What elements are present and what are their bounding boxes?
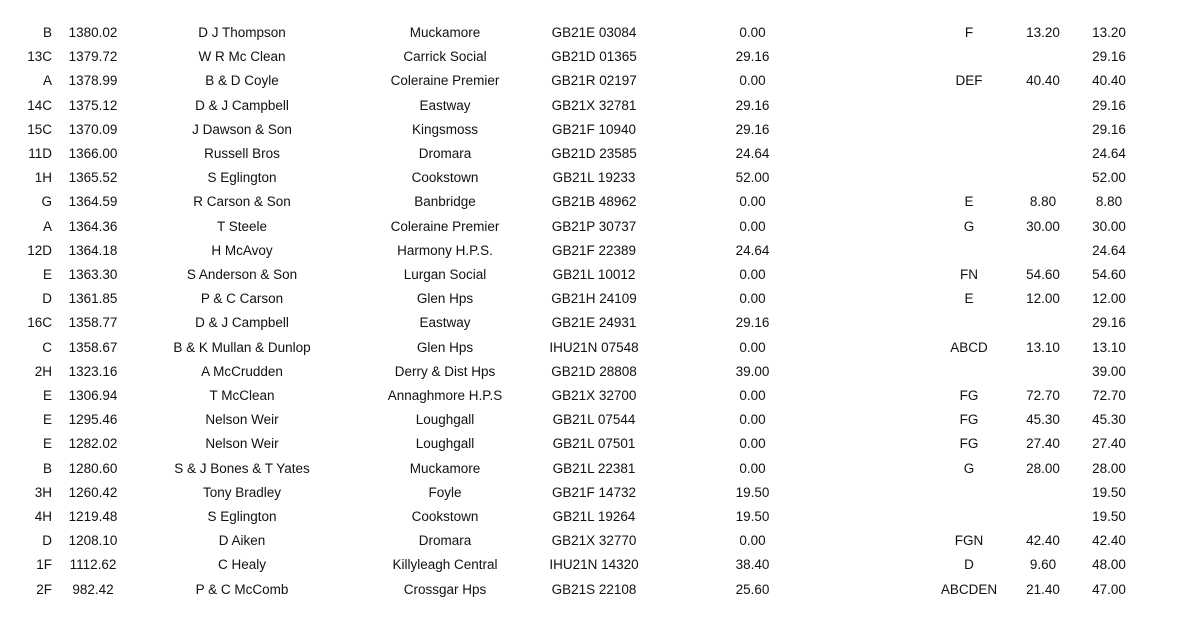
table-row (0, 287, 1177, 311)
pools-winnings (1012, 142, 1074, 166)
pools-entered: FG (959, 436, 979, 452)
section-code: 1F (36, 557, 52, 573)
prize-value: 19.50 (735, 484, 770, 500)
pools-entered: FGN (954, 533, 984, 549)
velocity-value: 1363.30 (68, 267, 118, 282)
section-code: C (42, 339, 52, 355)
total-value: 28.00 (1092, 460, 1126, 476)
total-value: 45.30 (1092, 412, 1126, 428)
pools-winnings: 27.40 (1026, 436, 1060, 452)
ring-number: GB21X 32700 (551, 388, 637, 403)
member-name: Nelson Weir (205, 412, 279, 428)
member-name: B & D Coyle (205, 73, 279, 89)
pools-entered (920, 94, 1018, 118)
velocity-value: 1306.94 (68, 388, 118, 403)
member-name: J Dawson & Son (192, 121, 292, 137)
pools-winnings: 12.00 (1026, 291, 1060, 307)
total-value: 47.00 (1092, 581, 1126, 597)
table-row (0, 553, 1177, 577)
member-name: P & C Carson (200, 291, 284, 307)
club-name: Glen Hps (416, 291, 474, 307)
table-row (0, 21, 1177, 45)
member-name: D J Thompson (198, 25, 286, 40)
velocity-value: 1364.18 (68, 242, 118, 258)
member-name: D & J Campbell (195, 97, 289, 113)
ring-number: GB21H 24109 (551, 291, 637, 307)
pools-winnings: 30.00 (1026, 218, 1060, 234)
prize-value: 0.00 (739, 73, 766, 89)
club-name: Muckamore (409, 460, 481, 476)
total-value: 19.50 (1092, 484, 1126, 500)
velocity-value: 1361.85 (68, 291, 118, 307)
pools-entered: FG (959, 412, 979, 428)
member-name: S & J Bones & T Yates (174, 460, 310, 476)
ring-number: GB21L 07501 (552, 436, 636, 452)
club-name: Dromara (418, 146, 472, 161)
velocity-value: 1260.42 (68, 484, 118, 500)
pools-winnings: 8.80 (1029, 194, 1057, 210)
pools-entered: G (963, 460, 975, 476)
section-code: 15C (27, 121, 52, 137)
table-row (0, 118, 1177, 142)
section-code: 2F (36, 581, 52, 597)
table-row (0, 505, 1177, 529)
prize-value: 29.16 (735, 97, 770, 113)
club-name: Killyleagh Central (392, 557, 498, 573)
total-value: 29.16 (1092, 49, 1126, 65)
club-name: Harmony H.P.S. (397, 242, 493, 258)
pools-winnings (1012, 94, 1074, 118)
member-name: S Eglington (207, 170, 277, 186)
prize-value: 38.40 (735, 557, 770, 573)
club-name: Loughgall (415, 436, 475, 452)
total-value: 39.00 (1092, 363, 1126, 379)
total-value: 29.16 (1092, 121, 1126, 137)
prize-value: 0.00 (739, 291, 766, 307)
prize-value: 25.60 (735, 581, 770, 597)
pools-entered (920, 505, 1018, 529)
member-name: Nelson Weir (205, 436, 279, 452)
ring-number: GB21S 22108 (551, 581, 637, 597)
velocity-value: 1358.67 (68, 339, 118, 355)
ring-number: GB21D 01365 (551, 49, 637, 65)
section-code: 3H (34, 484, 52, 500)
section-code: 11D (28, 146, 52, 161)
section-code: 1H (34, 170, 52, 186)
section-code: B (42, 460, 52, 476)
prize-value: 0.00 (739, 460, 766, 476)
member-name: Russell Bros (204, 146, 280, 161)
velocity-value: 1358.77 (68, 315, 118, 331)
pools-entered (920, 118, 1018, 142)
section-code: A (42, 218, 52, 234)
section-code: G (41, 194, 52, 210)
ring-number: IHU21N 14320 (549, 557, 639, 573)
section-code: E (42, 412, 52, 428)
total-value: 12.00 (1092, 291, 1126, 307)
club-name: Derry & Dist Hps (394, 363, 496, 379)
member-name: D Aiken (218, 533, 266, 549)
table-row (0, 263, 1177, 287)
pools-entered: DEF (955, 73, 983, 89)
table-row (0, 311, 1177, 335)
prize-value: 19.50 (735, 509, 770, 524)
pools-winnings (1012, 166, 1074, 190)
prize-value: 29.16 (735, 121, 770, 137)
section-code: 2H (34, 363, 52, 379)
table-row (0, 481, 1177, 505)
pools-winnings: 21.40 (1026, 581, 1060, 597)
total-value: 13.10 (1092, 339, 1126, 355)
prize-value: 29.16 (735, 315, 770, 331)
pools-entered: ABCDEN (940, 581, 998, 597)
member-name: B & K Mullan & Dunlop (173, 339, 311, 355)
member-name: R Carson & Son (193, 194, 291, 210)
velocity-value: 1365.52 (68, 170, 118, 186)
pools-entered (920, 166, 1018, 190)
pools-entered (920, 239, 1018, 263)
ring-number: GB21F 22389 (551, 242, 637, 258)
ring-number: GB21R 02197 (551, 73, 637, 89)
prize-value: 0.00 (739, 218, 766, 234)
pools-entered: G (963, 218, 975, 234)
total-value: 8.80 (1095, 194, 1123, 210)
ring-number: GB21L 19264 (552, 509, 636, 524)
member-name: P & C McComb (195, 581, 289, 597)
section-code: B (42, 25, 52, 40)
ring-number: GB21P 30737 (551, 218, 637, 234)
pools-entered: F (964, 25, 974, 40)
velocity-value: 1364.59 (68, 194, 118, 210)
prize-value: 0.00 (739, 533, 766, 549)
pools-entered: FN (960, 267, 978, 282)
section-code: 4H (34, 509, 52, 524)
pools-winnings (1012, 481, 1074, 505)
pools-winnings: 28.00 (1026, 460, 1060, 476)
club-name: Carrick Social (403, 49, 487, 65)
member-name: T Steele (216, 218, 268, 234)
pools-entered (920, 360, 1018, 384)
total-value: 40.40 (1092, 73, 1126, 89)
ring-number: GB21X 32770 (551, 533, 637, 549)
ring-number: GB21L 22381 (552, 460, 636, 476)
velocity-value: 982.42 (72, 581, 114, 597)
club-name: Annaghmore H.P.S (387, 388, 503, 403)
pools-entered (920, 142, 1018, 166)
pools-winnings: 45.30 (1026, 412, 1060, 428)
total-value: 29.16 (1092, 315, 1126, 331)
table-row (0, 578, 1177, 602)
velocity-value: 1370.09 (68, 121, 118, 137)
prize-value: 0.00 (739, 436, 766, 452)
table-row (0, 336, 1177, 360)
section-code: 13C (27, 49, 52, 65)
velocity-value: 1375.12 (68, 97, 118, 113)
ring-number: GB21L 19233 (552, 170, 636, 186)
pools-winnings (1012, 239, 1074, 263)
pools-entered (920, 481, 1018, 505)
prize-value: 24.64 (735, 146, 770, 161)
velocity-value: 1364.36 (68, 218, 118, 234)
ring-number: IHU21N 07548 (549, 339, 639, 355)
velocity-value: 1282.02 (68, 436, 118, 452)
club-name: Loughgall (415, 412, 475, 428)
ring-number: GB21L 07544 (552, 412, 636, 428)
total-value: 48.00 (1092, 557, 1126, 573)
pools-winnings: 13.10 (1026, 339, 1060, 355)
ring-number: GB21F 10940 (551, 121, 637, 137)
ring-number: GB21D 23585 (551, 146, 637, 161)
pools-entered: FG (959, 388, 979, 403)
section-code: D (42, 291, 52, 307)
total-value: 13.20 (1092, 25, 1126, 40)
club-name: Cookstown (411, 170, 479, 186)
club-name: Cookstown (411, 509, 479, 524)
ring-number: GB21E 03084 (551, 25, 637, 40)
member-name: D & J Campbell (195, 315, 289, 331)
pools-winnings: 54.60 (1026, 267, 1060, 282)
club-name: Foyle (428, 484, 462, 500)
section-code: E (42, 388, 52, 403)
member-name: S Anderson & Son (186, 267, 298, 282)
member-name: H McAvoy (211, 242, 273, 258)
section-code: 12D (27, 242, 52, 258)
pools-winnings (1012, 505, 1074, 529)
table-row (0, 432, 1177, 456)
table-row (0, 384, 1177, 408)
pools-winnings (1012, 311, 1074, 335)
ring-number: GB21D 28808 (551, 363, 637, 379)
pools-entered: E (964, 194, 974, 210)
table-row (0, 166, 1177, 190)
club-name: Kingsmoss (411, 121, 479, 137)
prize-value: 52.00 (735, 170, 770, 186)
total-value: 24.64 (1092, 242, 1126, 258)
velocity-value: 1208.10 (68, 533, 118, 549)
member-name: S Eglington (207, 509, 277, 524)
prize-value: 0.00 (739, 388, 766, 403)
pools-entered (920, 311, 1018, 335)
member-name: C Healy (217, 557, 266, 573)
club-name: Crossgar Hps (403, 581, 487, 597)
pools-winnings: 13.20 (1026, 25, 1060, 40)
velocity-value: 1378.99 (68, 73, 118, 89)
prize-value: 0.00 (739, 267, 766, 282)
club-name: Eastway (419, 97, 471, 113)
total-value: 27.40 (1092, 436, 1126, 452)
total-value: 19.50 (1092, 509, 1126, 524)
prize-value: 24.64 (735, 242, 770, 258)
club-name: Glen Hps (416, 339, 474, 355)
section-code: 16C (27, 315, 52, 331)
velocity-value: 1379.72 (68, 49, 118, 65)
total-value: 52.00 (1092, 170, 1126, 186)
velocity-value: 1112.62 (69, 557, 117, 573)
table-row (0, 215, 1177, 239)
club-name: Coleraine Premier (390, 73, 500, 89)
table-row (0, 69, 1177, 93)
ring-number: GB21X 32781 (551, 97, 637, 113)
table-row (0, 190, 1177, 214)
club-name: Banbridge (414, 194, 476, 210)
pools-entered: D (964, 557, 974, 573)
prize-value: 39.00 (735, 363, 770, 379)
table-row (0, 457, 1177, 481)
pools-winnings (1012, 45, 1074, 69)
total-value: 54.60 (1092, 267, 1126, 282)
section-code: E (42, 436, 52, 452)
pools-entered: ABCD (950, 339, 988, 355)
prize-value: 0.00 (739, 194, 766, 210)
velocity-value: 1280.60 (68, 460, 118, 476)
club-name: Muckamore (409, 25, 481, 40)
table-row (0, 45, 1177, 69)
pools-winnings: 40.40 (1026, 73, 1060, 89)
club-name: Eastway (419, 315, 471, 331)
ring-number: GB21F 14732 (551, 484, 637, 500)
velocity-value: 1295.46 (68, 412, 118, 428)
club-name: Coleraine Premier (390, 218, 500, 234)
pools-entered: E (964, 291, 974, 307)
club-name: Lurgan Social (403, 267, 487, 282)
table-row (0, 94, 1177, 118)
member-name: Tony Bradley (202, 484, 282, 500)
pools-winnings: 9.60 (1029, 557, 1057, 573)
total-value: 72.70 (1092, 388, 1126, 403)
total-value: 29.16 (1092, 97, 1126, 113)
section-code: D (42, 533, 52, 549)
club-name: Dromara (418, 533, 472, 549)
total-value: 42.40 (1092, 533, 1126, 549)
prize-value: 0.00 (739, 412, 766, 428)
prize-value: 29.16 (735, 49, 770, 65)
pools-entered (920, 45, 1018, 69)
velocity-value: 1219.48 (68, 509, 118, 524)
member-name: A McCrudden (201, 363, 283, 379)
section-code: 14C (27, 97, 52, 113)
table-row (0, 529, 1177, 553)
table-row (0, 360, 1177, 384)
prize-value: 0.00 (739, 339, 766, 355)
total-value: 24.64 (1092, 146, 1126, 161)
table-row (0, 408, 1177, 432)
ring-number: GB21B 48962 (551, 194, 637, 210)
velocity-value: 1380.02 (68, 25, 118, 40)
pools-winnings (1012, 118, 1074, 142)
total-value: 30.00 (1092, 218, 1126, 234)
pools-winnings: 72.70 (1026, 388, 1060, 403)
prize-value: 0.00 (739, 25, 766, 40)
member-name: W R Mc Clean (198, 49, 286, 65)
pools-winnings (1012, 360, 1074, 384)
velocity-value: 1323.16 (68, 363, 118, 379)
ring-number: GB21E 24931 (551, 315, 637, 331)
section-code: A (42, 73, 52, 89)
velocity-value: 1366.00 (68, 146, 118, 161)
section-code: E (42, 267, 52, 282)
table-row (0, 142, 1177, 166)
pools-winnings: 42.40 (1026, 533, 1060, 549)
ring-number: GB21L 10012 (552, 267, 636, 282)
member-name: T McClean (209, 388, 275, 403)
table-row (0, 239, 1177, 263)
